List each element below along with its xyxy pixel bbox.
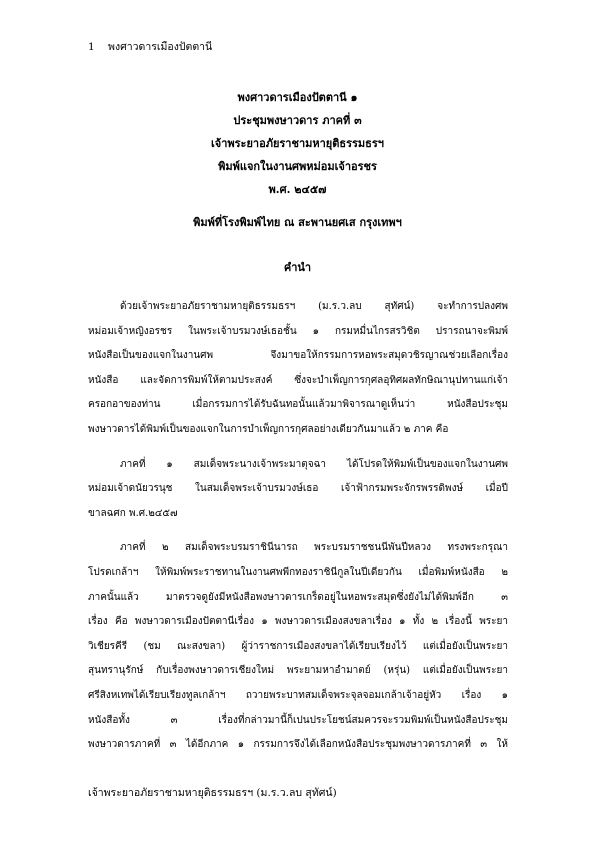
text-line: พงษาวดารได้พิมพ์เป็นของแจกในการบำเพ็ญการกุศลอย่างเดียวกันมาแล้ว ๒ ภาค คือ [88, 423, 449, 435]
running-footer: เจ้าพระยาอภัยราชามหายุติธรรมธรฯ (ม.ร.ว.ลบ สุทัศน์) [88, 787, 337, 799]
title-line-occasion: พิมพ์แจกในงานศพหม่อมเจ้าอรชร [218, 160, 377, 173]
text-line: ศรีสิงหเทพได้เรียบเรียงทูลเกล้าฯ ถวายพระบาทสมเด็จพระจุลจอมเกล้าเจ้าอยู่หัว เรื่อง ๑ [88, 689, 508, 701]
text-line: หนังสือทั้ง ๓ เรื่องที่กล่าวมานี้ก็เปนประโยชน์สมควรจะรวมพิมพ์เป็นหนังสือประชุม [88, 714, 508, 726]
title-line-sponsor: เจ้าพระยาอภัยราชามหายุติธรรมธรฯ [211, 137, 384, 150]
paragraph-3 [88, 536, 508, 757]
publisher-line: พิมพ์ที่โรงพิมพ์ไทย ณ สะพานยศเส กรุงเทพฯ [193, 216, 402, 229]
running-title: พงศาวดารเมืองปัตตานี [108, 41, 213, 53]
text-line: หม่อมเจ้าหญิงอรชร ในพระเจ้าบรมวงษ์เธอชั้น ๑ กรมหมื่นไกรสรวิชิต ปรารถนาจะพิมพ์ [88, 325, 508, 337]
text-line: ขาลฉศก พ.ศ.๒๔๕๗ [88, 507, 178, 519]
title-block [0, 86, 595, 201]
text-line: ภาคที่ ๒ สมเด็จพระบรมราชินีนารถ พระบรมราชชนนีพันปีหลวง ทรงพระกรุณา [120, 542, 508, 554]
paragraph-2 [88, 453, 508, 527]
text-line: เรื่อง คือ พงษาวดารเมืองปัตตานีเรื่อง ๑ พงษาวดารเมืองสงขลาเรื่อง ๑ ทั้ง ๒ เรื่องนี้ พระยา [88, 616, 508, 628]
text-line: หนังสือ และจัดการพิมพ์ให้ตามประสงค์ ซึ่งจะบำเพ็ญการกุศลอุทิศผลทักษิณานุปทานแก่เจ้า [88, 374, 508, 386]
text-line: ภาคที่ ๑ สมเด็จพระนางเจ้าพระมาตุจฉา ได้โปรดให้พิมพ์เป็นของแจกในงานศพ [120, 458, 508, 470]
text-line: ด้วยเจ้าพระยาอภัยราชามหายุติธรรมธรฯ (ม.ร.ว.ลบ สุทัศน์) จะทำการปลงศพ [120, 301, 508, 312]
running-header [88, 40, 212, 54]
title-line-main: พงศาวดารเมืองปัตตานี ๑ [237, 91, 358, 104]
paragraph-1 [88, 295, 508, 443]
text-line: โปรดเกล้าฯ ให้พิมพ์พระราชทานในงานศพพีกทองราชินีกูลในปีเดียวกัน เมื่อพิมพ์หนังสือ ๒ [88, 566, 508, 578]
text-line: หนังสือเป็นของแจกในงานศพ จึงมาขอให้กรรมการหอพระสมุดวชิรญาณช่วยเลือกเรื่อง [88, 350, 508, 362]
title-line-year: พ.ศ. ๒๔๕๗ [268, 183, 327, 196]
title-line-series: ประชุมพงษาวดาร ภาคที่ ๓ [233, 114, 362, 127]
text-line: หม่อมเจ้าดนัยวรนุช ในสมเด็จพระเจ้าบรมวงษ์เธอ เจ้าฟ้ากรมพระจักรพรรดิพงษ์ เมื่อปี [88, 483, 508, 495]
page-number: 1 [88, 41, 95, 53]
text-line: พงษาวดารภาคที่ ๓ ได้อีกภาค ๑ กรรมการจึงได้เลือกหนังสือประชุมพงษาวดารภาคที่ ๓ ให้ [88, 739, 508, 751]
preface-body [88, 295, 508, 768]
preface-heading: คำนำ [283, 261, 312, 274]
text-line: วิเชียรคีรี (ชม ณะสงขลา) ผู้ว่าราชการเมืองสงขลาได้เรียบเรียงไว้ แต่เมื่อยังเป็นพระยา [88, 640, 508, 652]
text-line: ภาคนั้นแล้ว มาตรวจดูยังมีหนังสือพงษาวดารเกร็ดอยู่ในหอพระสมุดซึ่งยังไม่ได้พิมพ์อีก ๓ [88, 591, 508, 603]
text-line: สุนทรานุรักษ์ กับเรื่องพงษาวดารเชียงใหม่ พระยามหาอำมาตย์ (หรุ่น) แต่เมื่อยังเป็นพระยา [88, 665, 508, 677]
text-line: ครอกอาของท่าน เมื่อกรรมการได้รับฉันทอนั้นแล้วมาพิจารณาดูเห็นว่า หนังสือประชุม [88, 399, 508, 411]
